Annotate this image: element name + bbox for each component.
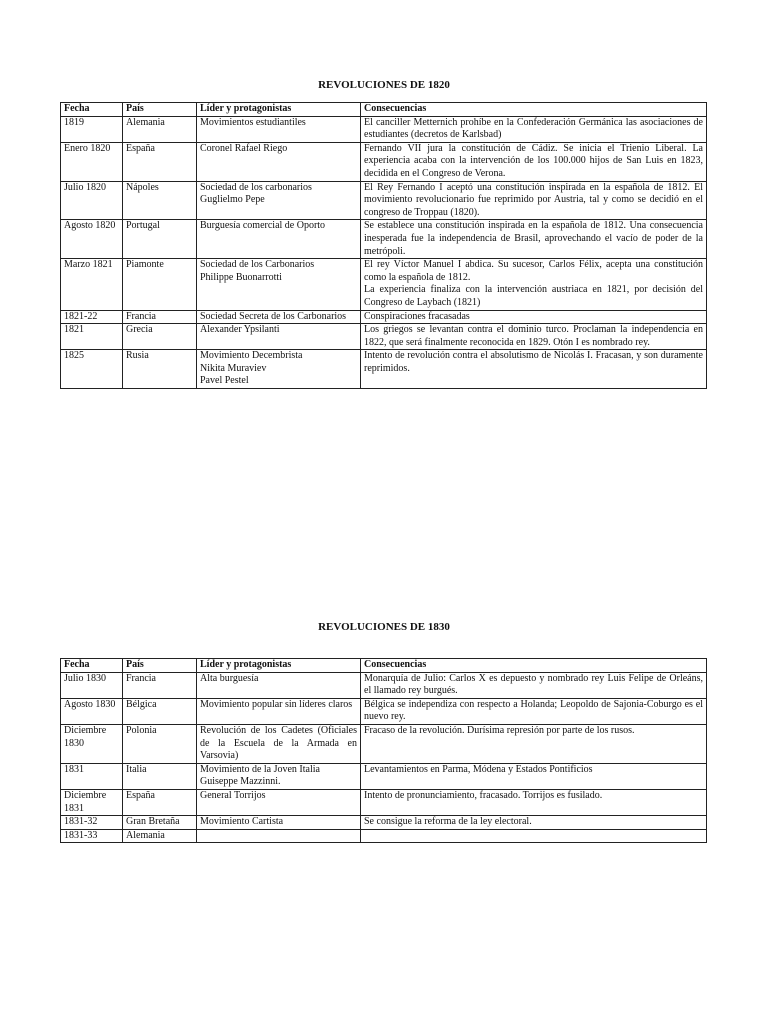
cell-line: Philippe Buonarrotti bbox=[200, 271, 282, 283]
cell-line: Agosto 1830 bbox=[64, 698, 116, 710]
lideres-cell bbox=[197, 763, 361, 789]
cell-line: Alta burguesía bbox=[200, 672, 259, 684]
cell-line: 1819 bbox=[64, 116, 84, 128]
cell-line: Revolución de los Cadetes (Oficiales de la Escuela de la Armada en Varsovia) bbox=[200, 724, 357, 762]
cell-line: El Rey Fernando I aceptó una constitución inspirada en la española de 1812. El movimiento revolucionario fue reprimido por Austria, tal y como se decidió en el congreso de Troppau (1820). bbox=[364, 181, 703, 218]
table-row bbox=[61, 763, 707, 789]
lideres-cell bbox=[197, 672, 361, 698]
pais-cell bbox=[123, 672, 197, 698]
cell-line: 1831-32 bbox=[64, 816, 98, 828]
cell-line: Francia bbox=[126, 310, 156, 322]
pais-cell bbox=[123, 763, 197, 789]
fecha-cell bbox=[61, 181, 123, 220]
cell-line: Enero 1820 bbox=[64, 142, 111, 154]
lideres-cell bbox=[197, 220, 361, 259]
fecha-cell bbox=[61, 220, 123, 259]
cell-line: Los griegos se levantan contra el dominio turco. Proclaman la independencia en 1822, que será finalmente reconocida en 1829. Otón I es nombrado rey. bbox=[364, 324, 703, 348]
cell-line: Intento de revolución contra el absolutismo de Nicolás I. Fracasan, y son duramente reprimidos. bbox=[364, 350, 703, 374]
consecuencias-cell bbox=[361, 220, 707, 259]
table-row bbox=[61, 350, 707, 389]
cell-line: Monarquía de Julio: Carlos X es depuesto y nombrado rey Luis Felipe de Orleáns, el llamado rey burgués. bbox=[364, 672, 703, 697]
column-header-fecha: Fecha bbox=[61, 659, 123, 673]
cell-line: Sociedad de los Carbonarios bbox=[200, 259, 315, 271]
column-header-consecuencias: Consecuencias bbox=[361, 659, 707, 673]
cell-line: Pavel Pestel bbox=[200, 375, 249, 387]
pais-cell bbox=[123, 220, 197, 259]
cell-line: España bbox=[126, 789, 155, 801]
consecuencias-cell bbox=[361, 789, 707, 815]
cell-line: Intento de pronunciamiento, fracasado. Torrijos es fusilado. bbox=[364, 789, 603, 801]
table-row bbox=[61, 724, 707, 763]
cell-line: Diciembre 1831 bbox=[64, 789, 107, 814]
section-title-1830: REVOLUCIONES DE 1830 bbox=[318, 621, 450, 633]
table-row bbox=[61, 116, 707, 142]
lideres-cell bbox=[197, 350, 361, 389]
lideres-cell bbox=[197, 816, 361, 830]
table-row bbox=[61, 181, 707, 220]
cell-line: Julio 1830 bbox=[64, 672, 106, 684]
consecuencias-cell bbox=[361, 698, 707, 724]
consecuencias-cell bbox=[361, 724, 707, 763]
revolutions-1830-table bbox=[60, 658, 707, 843]
consecuencias-cell bbox=[361, 672, 707, 698]
cell-line: España bbox=[126, 142, 155, 154]
fecha-cell bbox=[61, 324, 123, 350]
fecha-cell bbox=[61, 672, 123, 698]
column-header-lideres: Líder y protagonistas bbox=[197, 103, 361, 117]
cell-line: Fernando VII jura la constitución de Cádiz. Se inicia el Trienio Liberal. La experiencia acaba con la intervención de los 100.000 hijos de San Luis en 1823, decidida en el Congreso de Verona. bbox=[364, 142, 703, 179]
pais-cell bbox=[123, 259, 197, 310]
cell-line: Alexander Ypsilanti bbox=[200, 324, 280, 336]
consecuencias-cell bbox=[361, 829, 707, 843]
lideres-cell bbox=[197, 142, 361, 181]
lideres-cell bbox=[197, 116, 361, 142]
lideres-cell bbox=[197, 181, 361, 220]
cell-line: Guglielmo Pepe bbox=[200, 194, 265, 206]
pais-cell bbox=[123, 324, 197, 350]
cell-line: Nápoles bbox=[126, 181, 159, 193]
cell-line: Sociedad Secreta de los Carbonarios bbox=[200, 310, 347, 322]
cell-line: Italia bbox=[126, 763, 147, 775]
cell-line: Bélgica se independiza con respecto a Holanda; Leopoldo de Sajonia-Coburgo es el nuevo rey. bbox=[364, 698, 703, 723]
cell-line: Portugal bbox=[126, 220, 160, 232]
lideres-cell bbox=[197, 259, 361, 310]
cell-line: 1831-33 bbox=[64, 829, 98, 841]
cell-line: Polonia bbox=[126, 724, 157, 736]
column-header-pais: País bbox=[123, 659, 197, 673]
fecha-cell bbox=[61, 816, 123, 830]
consecuencias-cell bbox=[361, 350, 707, 389]
consecuencias-cell bbox=[361, 324, 707, 350]
table-header-row bbox=[61, 103, 707, 117]
lideres-cell bbox=[197, 698, 361, 724]
consecuencias-cell bbox=[361, 310, 707, 324]
consecuencias-cell bbox=[361, 142, 707, 181]
cell-line: 1831 bbox=[64, 763, 84, 775]
consecuencias-cell bbox=[361, 181, 707, 220]
fecha-cell bbox=[61, 698, 123, 724]
cell-line: Conspiraciones fracasadas bbox=[364, 310, 470, 322]
table-row bbox=[61, 816, 707, 830]
pais-cell bbox=[123, 724, 197, 763]
cell-line: Alemania bbox=[126, 829, 165, 841]
cell-line: General Torrijos bbox=[200, 789, 266, 801]
table-row bbox=[61, 698, 707, 724]
section-title-1820: REVOLUCIONES DE 1820 bbox=[318, 79, 450, 91]
pais-cell bbox=[123, 816, 197, 830]
cell-line: Coronel Rafael Riego bbox=[200, 142, 288, 154]
table-row bbox=[61, 324, 707, 350]
table-row bbox=[61, 220, 707, 259]
cell-line: 1821 bbox=[64, 324, 84, 336]
cell-line: Movimiento Cartista bbox=[200, 816, 284, 828]
cell-line: Nikita Muraviev bbox=[200, 362, 267, 374]
cell-line: Francia bbox=[126, 672, 156, 684]
cell-line: Se consigue la reforma de la ley electoral. bbox=[364, 816, 532, 828]
fecha-cell bbox=[61, 763, 123, 789]
table-row bbox=[61, 310, 707, 324]
fecha-cell bbox=[61, 116, 123, 142]
consecuencias-cell bbox=[361, 763, 707, 789]
consecuencias-cell bbox=[361, 816, 707, 830]
pais-cell bbox=[123, 181, 197, 220]
lideres-cell bbox=[197, 724, 361, 763]
table-row bbox=[61, 142, 707, 181]
table-row bbox=[61, 672, 707, 698]
cell-line: Fracaso de la revolución. Durísima represión por parte de los rusos. bbox=[364, 724, 635, 736]
fecha-cell bbox=[61, 829, 123, 843]
pais-cell bbox=[123, 142, 197, 181]
consecuencias-cell bbox=[361, 116, 707, 142]
cell-line: Sociedad de los carbonarios bbox=[200, 181, 312, 193]
cell-line: Marzo 1821 bbox=[64, 259, 113, 271]
cell-line: Rusia bbox=[126, 350, 149, 362]
cell-line: Grecia bbox=[126, 324, 153, 336]
pais-cell bbox=[123, 698, 197, 724]
table-header-row bbox=[61, 659, 707, 673]
pais-cell bbox=[123, 116, 197, 142]
consecuencias-cell bbox=[361, 259, 707, 310]
fecha-cell bbox=[61, 350, 123, 389]
column-header-lideres: Líder y protagonistas bbox=[197, 659, 361, 673]
pais-cell bbox=[123, 829, 197, 843]
column-header-fecha: Fecha bbox=[61, 103, 123, 117]
lideres-cell bbox=[197, 789, 361, 815]
fecha-cell bbox=[61, 789, 123, 815]
cell-line: Bélgica bbox=[126, 698, 157, 710]
cell-line: Diciembre 1830 bbox=[64, 724, 107, 749]
lideres-cell bbox=[197, 324, 361, 350]
fecha-cell bbox=[61, 310, 123, 324]
cell-line: Gran Bretaña bbox=[126, 816, 180, 828]
cell-line: Movimientos estudiantiles bbox=[200, 116, 306, 128]
cell-line: Julio 1820 bbox=[64, 181, 106, 193]
cell-line: Burguesía comercial de Oporto bbox=[200, 220, 326, 232]
lideres-cell bbox=[197, 310, 361, 324]
cell-line: 1821-22 bbox=[64, 310, 98, 322]
cell-line: Se establece una constitución inspirada en la española de 1812. Una consecuencia inesperada fue la independencia de Brasil, aprovechando el vacío de poder de la metrópoli. bbox=[364, 220, 703, 257]
cell-line: Agosto 1820 bbox=[64, 220, 116, 232]
revolutions-1820-table bbox=[60, 102, 707, 389]
fecha-cell bbox=[61, 724, 123, 763]
cell-line: Guiseppe Mazzinni. bbox=[200, 776, 281, 788]
cell-line: Movimiento popular sin líderes claros bbox=[200, 698, 353, 710]
fecha-cell bbox=[61, 142, 123, 181]
cell-line: Piamonte bbox=[126, 259, 164, 271]
table-row bbox=[61, 829, 707, 843]
cell-line: La experiencia finaliza con la intervención austriaca en 1821, por decisión del Congreso de Laybach (1821) bbox=[364, 284, 703, 308]
pais-cell bbox=[123, 789, 197, 815]
cell-line: 1825 bbox=[64, 350, 84, 362]
cell-line: Levantamientos en Parma, Módena y Estados Pontificios bbox=[364, 763, 593, 775]
cell-line: El rey Víctor Manuel I abdica. Su sucesor, Carlos Félix, acepta una constitución como la española de 1812. bbox=[364, 259, 703, 283]
cell-line: El canciller Metternich prohíbe en la Confederación Germánica las asociaciones de estudiantes (decretos de Karlsbad) bbox=[364, 116, 703, 141]
table-row bbox=[61, 789, 707, 815]
table-row bbox=[61, 259, 707, 310]
cell-line: Movimiento de la Joven Italia bbox=[200, 763, 320, 775]
pais-cell bbox=[123, 350, 197, 389]
column-header-pais: País bbox=[123, 103, 197, 117]
pais-cell bbox=[123, 310, 197, 324]
fecha-cell bbox=[61, 259, 123, 310]
column-header-consecuencias: Consecuencias bbox=[361, 103, 707, 117]
cell-line: Alemania bbox=[126, 116, 165, 128]
lideres-cell bbox=[197, 829, 361, 843]
cell-line: Movimiento Decembrista bbox=[200, 350, 303, 362]
